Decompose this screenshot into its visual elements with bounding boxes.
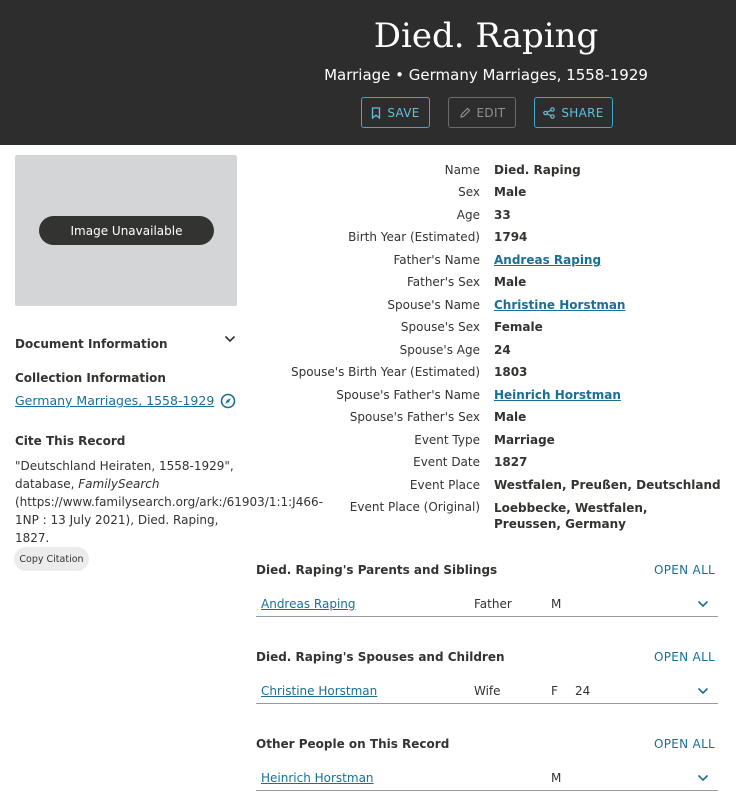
chevron-down-icon[interactable] xyxy=(697,600,709,608)
fact-label: Spouse's Name xyxy=(387,298,480,312)
spouse-father-name-link[interactable]: Heinrich Horstman xyxy=(494,388,621,402)
share-button-label: SHARE xyxy=(561,105,604,120)
pencil-icon xyxy=(459,107,471,119)
fact-value-event-type: Marriage xyxy=(494,433,555,447)
person-link[interactable]: Andreas Raping xyxy=(261,597,356,611)
fact-value-sex: Male xyxy=(494,185,527,199)
save-button[interactable] xyxy=(361,97,430,128)
fact-value-event-place: Westfalen, Preußen, Deutschland xyxy=(494,478,721,492)
relationship-label: Wife xyxy=(474,684,501,698)
table-row xyxy=(256,591,718,617)
edit-button-label: EDIT xyxy=(476,105,506,120)
fact-label: Spouse's Father's Sex xyxy=(349,410,480,424)
chevron-down-icon[interactable] xyxy=(224,335,236,343)
open-all-button[interactable]: OPEN ALL xyxy=(654,650,716,664)
share-icon xyxy=(543,107,555,119)
table-row xyxy=(256,765,718,791)
fact-label: Sex xyxy=(458,185,480,199)
image-unavailable-badge: Image Unavailable xyxy=(39,216,214,245)
open-all-button[interactable]: OPEN ALL xyxy=(654,737,716,751)
fact-label: Event Place (Original) xyxy=(349,500,480,514)
parents-siblings-heading: Died. Raping's Parents and Siblings xyxy=(256,563,498,577)
record-header xyxy=(0,0,736,145)
chevron-down-icon[interactable] xyxy=(697,687,709,695)
age-label: 24 xyxy=(575,684,591,698)
edit-button xyxy=(448,97,516,128)
fact-value-age: 33 xyxy=(494,208,511,222)
share-button[interactable] xyxy=(534,97,613,128)
record-title: Died. Raping xyxy=(373,16,599,56)
fact-value-name: Died. Raping xyxy=(494,163,581,177)
collection-information-heading: Collection Information xyxy=(15,371,166,385)
fact-label: Event Type xyxy=(414,433,480,447)
fact-label: Spouse's Father's Name xyxy=(336,388,480,402)
relationship-label: Father xyxy=(474,597,512,611)
spouse-name-link[interactable]: Christine Horstman xyxy=(494,298,626,312)
fact-value-spouse-birth-year: 1803 xyxy=(494,365,528,379)
fact-label: Spouse's Birth Year (Estimated) xyxy=(290,365,480,379)
other-people-heading: Other People on This Record xyxy=(256,737,450,751)
fact-label: Event Date xyxy=(413,455,480,469)
cite-this-record-heading: Cite This Record xyxy=(15,434,126,448)
fact-label: Event Place xyxy=(409,478,480,492)
spouses-children-heading: Died. Raping's Spouses and Children xyxy=(256,650,505,664)
record-subtitle: Marriage • Germany Marriages, 1558-1929 xyxy=(324,66,648,84)
copy-citation-button[interactable]: Copy Citation xyxy=(14,547,89,571)
person-link[interactable]: Heinrich Horstman xyxy=(261,771,374,785)
fact-label: Name xyxy=(444,163,480,177)
fact-value-spouse-father-sex: Male xyxy=(494,410,527,424)
person-link[interactable]: Christine Horstman xyxy=(261,684,378,698)
fact-value-father-sex: Male xyxy=(494,275,527,289)
fact-value-event-place-original: Loebbecke, Westfalen, Preussen, Germany xyxy=(494,501,648,531)
fact-label: Birth Year (Estimated) xyxy=(348,230,480,244)
fact-label: Father's Sex xyxy=(406,275,480,289)
sex-label: F xyxy=(551,684,558,698)
father-name-link[interactable]: Andreas Raping xyxy=(494,253,602,267)
table-row xyxy=(256,678,718,704)
fact-label: Spouse's Age xyxy=(399,343,480,357)
compass-icon[interactable] xyxy=(220,393,236,409)
fact-value-birth-year: 1794 xyxy=(494,230,528,244)
open-all-button[interactable]: OPEN ALL xyxy=(654,563,716,577)
sex-label: M xyxy=(551,597,562,611)
save-button-label: SAVE xyxy=(387,105,420,120)
fact-value-spouse-sex: Female xyxy=(494,320,543,334)
collection-link[interactable]: Germany Marriages, 1558-1929 xyxy=(15,393,215,408)
bookmark-icon xyxy=(371,107,381,119)
record-image-placeholder xyxy=(15,155,237,306)
fact-value-event-date: 1827 xyxy=(494,455,528,469)
document-information-toggle[interactable]: Document Information xyxy=(15,337,168,351)
sex-label: M xyxy=(551,771,562,785)
fact-value-spouse-age: 24 xyxy=(494,343,511,357)
citation-text: "Deutschland Heiraten, 1558-1929", database, FamilySearch (https://www.familysearch.org/ark:/61903/1:1:J466-1NP : 13 July 2021), Died. Raping, 1827. xyxy=(15,459,323,545)
fact-label: Father's Name xyxy=(393,253,480,267)
fact-label: Age xyxy=(456,208,480,222)
fact-label: Spouse's Sex xyxy=(400,320,480,334)
chevron-down-icon[interactable] xyxy=(697,774,709,782)
